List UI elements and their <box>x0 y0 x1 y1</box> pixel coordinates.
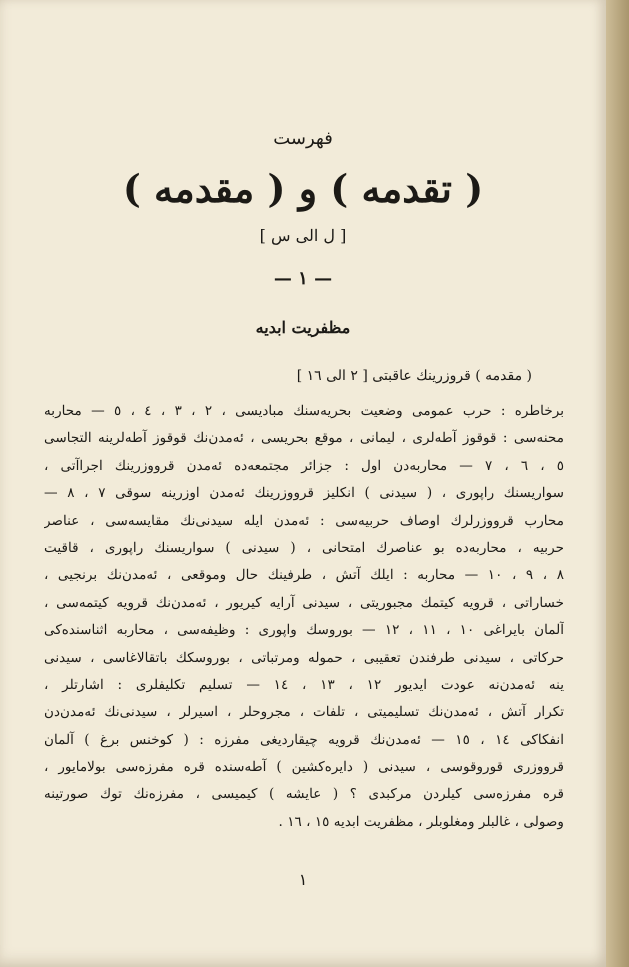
index-label: فهرست <box>273 128 333 149</box>
section-subheading: ( مقدمه ) قروزرینك عاقبتی [ ٢ الی ١٦ ] <box>296 368 532 384</box>
body-line: سواریسنك راپوری ، ( سیدنی ) انکلیز قرووزرینك ئه‌مدن اوزرینه سوقی ٧ ، ٨ — <box>44 485 564 502</box>
body-line: وصولی ، غالبلر ومغلوبلر ، مظفریت ابدیه ١٥ ، ١٦ . <box>278 813 564 830</box>
page-edge <box>606 0 629 967</box>
body-line: قرووزری قوروقوسی ، سیدنی ( دایره‌کشین ) آطه‌سنده قره مفرزه‌سی بولامایور ، <box>44 759 564 776</box>
page-range: [ ل الی س ] <box>259 226 347 245</box>
section-number: — ١ — <box>273 268 333 289</box>
body-line: محنه‌سی : قوقوز آطه‌لری ، لیمانی ، موقع بحریسی ، ئه‌مدن‌نك قوقوز آطه‌لرینه التجاسی <box>44 430 564 447</box>
page-folio: ١ <box>298 870 308 889</box>
body-line: ٥ ، ٦ ، ٧ — محاربه‌دن اول : جزائر مجتمعه‌ده ئه‌مدن قرووزرینك اجراآتی ، <box>44 457 564 474</box>
body-text <box>44 398 564 836</box>
body-line: تکرار آتش ، ئه‌مدن‌نك تسلیمیتی ، تلفات ، مجروحلر ، اسیرلر ، سیدنی‌نك ئه‌مدن‌دن <box>44 704 564 721</box>
body-line: انفکاکی ١٤ ، ١٥ — ئه‌مدن‌نك قرویه چیقاردیغی مفرزه : ( کوخنس برغ ) آلمان <box>44 731 564 748</box>
body-line: خساراتی ، قرویه کیتمك مجبوریتی ، سیدنی آرایه کیریور ، ئه‌مدن‌نك قرویه کیتمه‌سی ، <box>44 594 564 611</box>
body-line: محارب قرووزرلرك اوصاف حربیه‌سی : ئه‌مدن ایله سیدنی‌نك مقایسه‌سی ، عناصر <box>44 512 564 529</box>
section-title: مظفریت ابدیه <box>255 318 351 337</box>
body-line: ٨ ، ٩ ، ١٠ — محاربه : ایلك آتش ، طرفینك حال وموقعی ، ئه‌مدن‌نك برنجیی ، <box>44 567 564 584</box>
main-title: ( تقدمه ) و ( مقدمه ) <box>122 166 484 211</box>
body-line: برخاطره : حرب عمومی وضعیت بحریه‌سنك مبادیسی ، ٢ ، ٣ ، ٤ ، ٥ — محاربه <box>44 403 564 419</box>
body-line: ینه ئه‌مدن‌نه عودت ایدیور ١٢ ، ١٣ ، ١٤ — تسلیم تکلیفلری : اشارتلر ، <box>44 676 564 693</box>
body-line: آلمان بایراغی ١٠ ، ١١ ، ١٢ — بوروسك واپوری : وظیفه‌سی ، محاربه اثناسنده‌کی <box>44 622 564 639</box>
body-line: حربیه ، محاربه‌ده بو عناصرك امتحانی ، ( سیدنی ) سواریسنك راپوری ، قاقیت <box>44 539 564 556</box>
body-line: قره مفرزه‌سی کیلردن مرکبدی ؟ ( عایشه ) کیمیسی ، مفرزه‌نك توك صورتینه <box>44 786 564 803</box>
body-line: حرکاتی ، سیدنی طرفندن تعقیبی ، حموله ومرتباتی ، بوروسكك باتقالاغاسی ، سیدنی <box>44 649 564 666</box>
